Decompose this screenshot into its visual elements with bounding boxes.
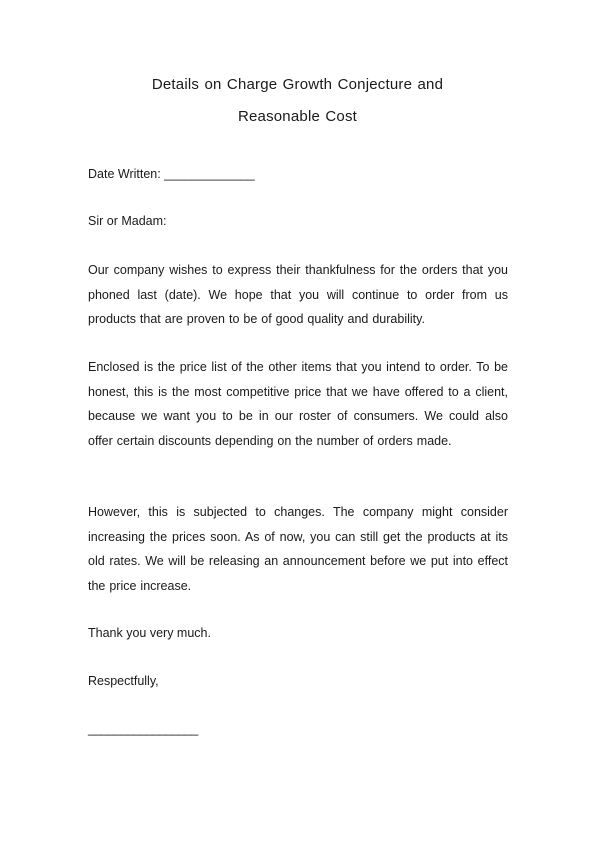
closing-line: Respectfully, <box>88 674 159 688</box>
thanks-line: Thank you very much. <box>88 626 211 640</box>
document-title-line-1: Details on Charge Growth Conjecture and <box>151 76 444 93</box>
document-title-line-2: Reasonable Cost <box>237 108 358 125</box>
body-paragraph-2: Enclosed is the price list of the other items that you intend to order. To be honest, this is the most competitive price that we have offered to a client, because we want you to be in our roster of consumers. We could also offer certain discounts depending on the number of orders made. <box>88 360 508 448</box>
signature-line: _________________ <box>88 722 198 736</box>
date-written: Date Written: _____________ <box>88 167 255 181</box>
body-paragraph-3: However, this is subjected to changes. The company might consider increasing the prices soon. As of now, you can still get the products at its old rates. We will be releasing an announcement before we put into effect the price increase. <box>88 505 508 593</box>
salutation: Sir or Madam: <box>88 214 167 228</box>
body-paragraph-1: Our company wishes to express their thankfulness for the orders that you phoned last (date). We hope that you will continue to order from us products that are proven to be of good quality and durability. <box>88 263 508 326</box>
